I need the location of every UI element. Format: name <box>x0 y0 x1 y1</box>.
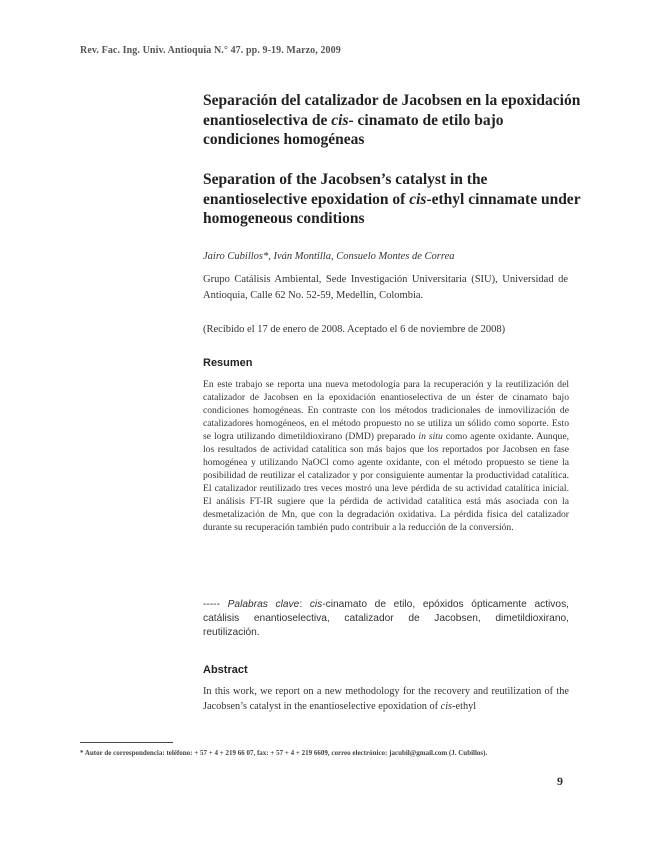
keywords-colon: : <box>299 599 310 610</box>
keywords-label: Palabras clave <box>227 599 300 610</box>
resumen-heading: Resumen <box>203 357 253 369</box>
keywords-dash: ----- <box>203 599 228 610</box>
keywords-rest: -cinamato de etilo, epóxidos ópticamente activos, catálisis enantioselectiva, catalizador de Jacobsen, dimetildioxirano, reutilización. <box>203 599 569 638</box>
journal-header: Rev. Fac. Ing. Univ. Antioquia N.° 47. pp. 9-19. Marzo, 2009 <box>80 45 341 56</box>
title-es-italic: cis <box>331 111 349 129</box>
authors: Jairo Cubillos*, Iván Montilla, Consuelo Montes de Correa <box>203 251 455 262</box>
resumen-part1: En este trabajo se reporta una nueva metodología para la recuperación y la reutilización del catalizador de Jacobsen en la epoxidación enantioselectiva de un éster de cinamato bajo condiciones homogéneas. En contraste con los métodos tradicionales de inmovilización de catalizadores homogéneos, en el método propuesto no se utiliza un sólido como soporte. Esto se logra utilizando dimetildioxirano (DMD) preparado <box>203 379 569 442</box>
received-accepted-dates: (Recibido el 17 de enero de 2008. Aceptado el 6 de noviembre de 2008) <box>203 324 506 335</box>
footnote: * Autor de correspondencia: teléfono: + 57 + 4 + 219 66 07, fax: + 57 + 4 + 219 6609, correo electrónico: jacubil@gmail.com (J. Cubillos). <box>80 749 488 757</box>
abstract-body <box>203 684 569 714</box>
keywords <box>203 598 569 640</box>
resumen-part2: como agente oxidante. Aunque, los resultados de actividad catalítica son más bajos que los reportados por Jacobsen en fase homogénea y utilizando NaOCl como agente oxidante, con el método propuesto se tiene la posibilidad de reutilizar el catalizador y por consiguiente aumentar la productividad catalítica. El catalizador reutilizado tres veces mostró una leve pérdida de su actividad catalítica inicial. El análisis FT-IR sugiere que la pérdida de actividad catalítica está más asociada con la desmetalización de Mn, que con la degradación oxidativa. La pérdida física del catalizador durante su recuperación también pudo contribuir a la reducción de la conversión. <box>203 431 569 533</box>
footnote-divider <box>80 742 173 743</box>
title-en-italic: cis <box>409 190 427 208</box>
title-es-part1: Separación del catalizador de Jacobsen en la epoxidación enantioselectiva de <box>203 92 581 129</box>
title-en-part2: -ethyl cinnamate under homogeneous conditions <box>203 190 581 227</box>
abstract-part1: In this work, we report on a new methodology for the recovery and reutilization of the Jacobsen’s catalyst in the enantioselective epoxidation of <box>203 686 569 712</box>
abstract-italic: cis <box>440 701 453 712</box>
title-en-part1: Separation of the Jacobsen’s catalyst in the enantioselective epoxidation of <box>203 171 488 208</box>
abstract-heading: Abstract <box>203 664 248 676</box>
keywords-first-italic: cis <box>309 599 323 610</box>
abstract-part2: -ethyl <box>452 701 477 712</box>
title-english <box>203 170 583 229</box>
resumen-body <box>203 378 569 534</box>
title-es-part2: - cinamato de etilo bajo condiciones homogéneas <box>203 111 504 148</box>
title-spanish <box>203 91 583 150</box>
resumen-italic: in situ <box>418 431 443 442</box>
affiliation: Grupo Catálisis Ambiental, Sede Investigación Universitaria (SIU), Universidad de Antioquia, Calle 62 No. 52-59, Medellín, Colombia. <box>203 274 568 301</box>
page-number: 9 <box>557 774 563 788</box>
